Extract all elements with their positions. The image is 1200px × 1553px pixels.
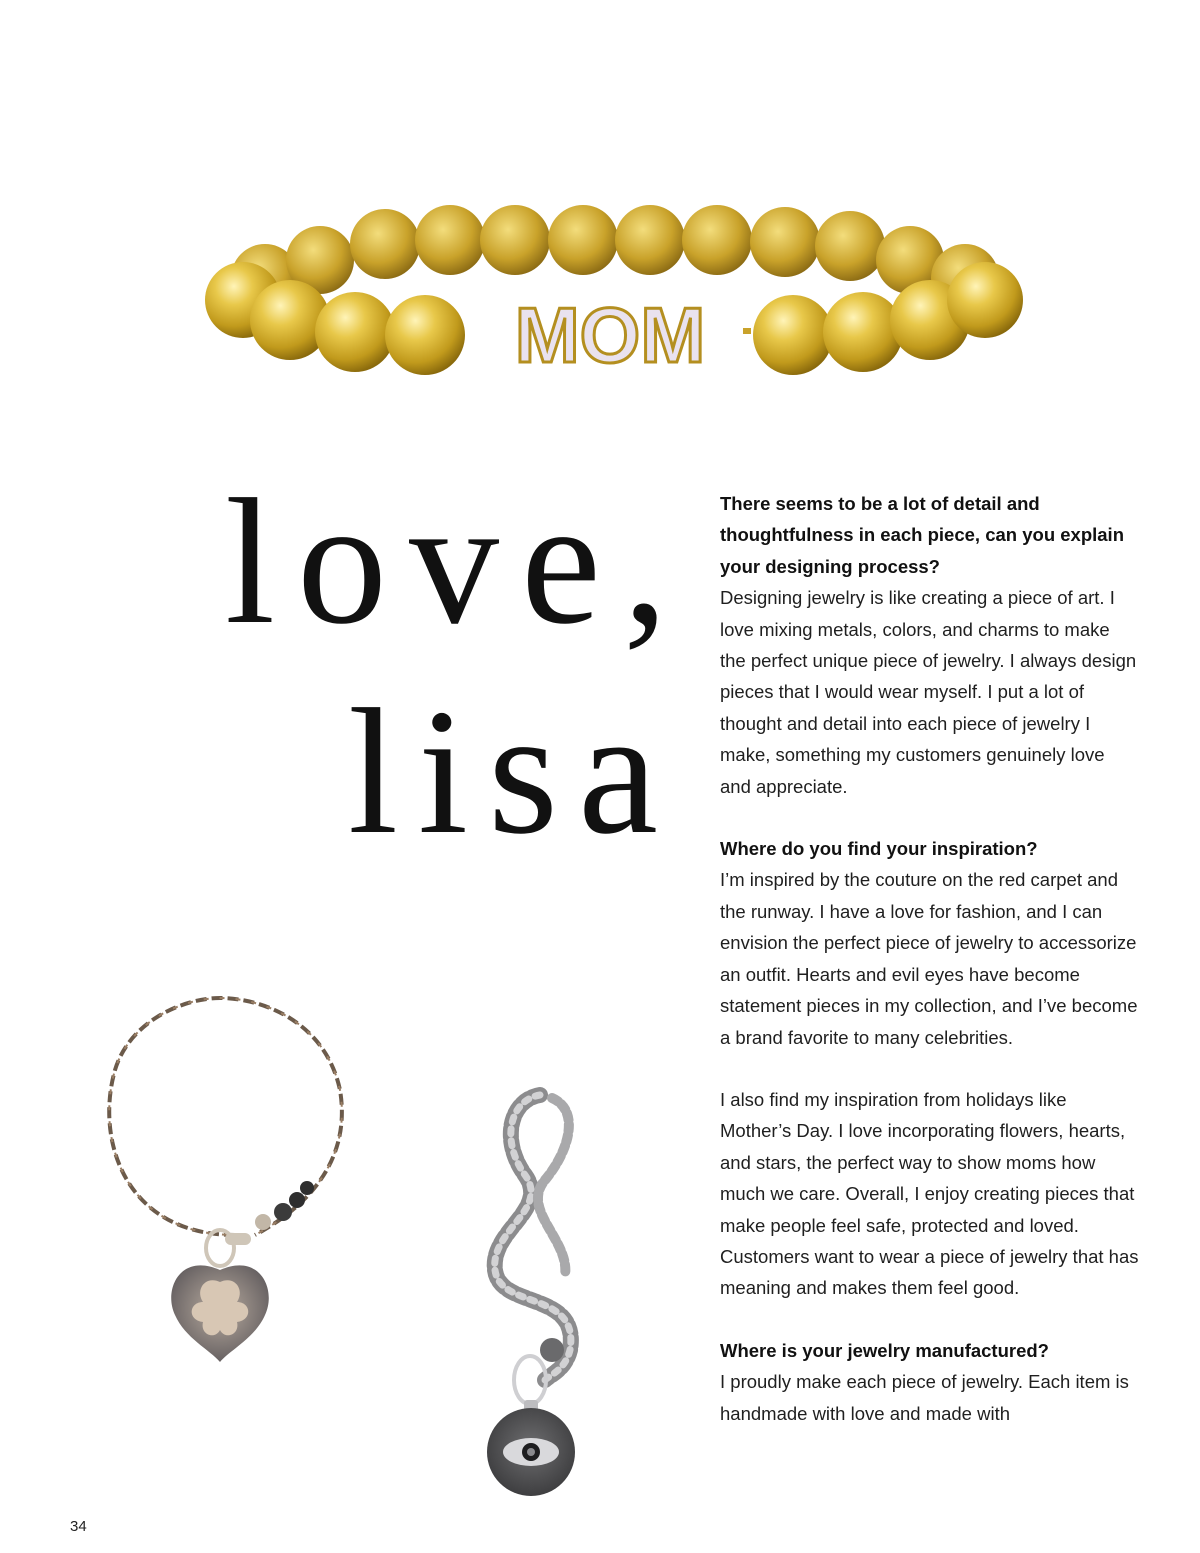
question-manufacturing: Where is your jewelry manufactured?: [720, 1339, 1049, 1361]
page-number: 34: [70, 1518, 87, 1535]
answer-inspiration-holidays: I also find my inspiration from holidays like Mother’s Day. I love incorporating flowers, hearts, and stars, the perfect way to show moms how much we care. Overall, I enjoy creating pieces that make people feel safe, protected and loved. Customers want to wear a piece of jewelry that has meaning and makes them feel good.: [720, 1088, 1139, 1299]
mom-charm: [515, 291, 751, 379]
answer-inspiration: I’m inspired by the couture on the red carpet and the runway. I have a love for fashion, and I can envision the perfect piece of jewelry to accessorize an outfit. Hearts and evil eyes have become statement pieces in my collection, and I’ve become a brand favorite to many celebrities.: [720, 869, 1138, 1048]
evil-eye-necklace-image: [470, 1080, 610, 1500]
answer-manufacturing: I proudly make each piece of jewelry. Each item is handmade with love and made with: [720, 1371, 1129, 1424]
headline-line-2: lisa: [348, 672, 678, 871]
mom-bracelet-image: [195, 200, 1035, 410]
headline-line-1: love,: [225, 462, 690, 661]
answer-design-process: Designing jewelry is like creating a piece of art. I love mixing metals, colors, and charms to make the perfect unique piece of jewelry. I always design pieces that I would wear myself. I put a lot of thought and detail into each piece of jewelry I make, something my customers genuinely love and appreciate.: [720, 587, 1137, 797]
question-design-process: There seems to be a lot of detail and thoughtfulness in each piece, can you explain your designing process?: [720, 493, 1125, 577]
interview-article: [720, 488, 1140, 1429]
charm-text: MOM: [514, 291, 706, 379]
heart-pendant-necklace-image: [85, 990, 355, 1370]
question-inspiration: Where do you find your inspiration?: [720, 838, 1038, 860]
